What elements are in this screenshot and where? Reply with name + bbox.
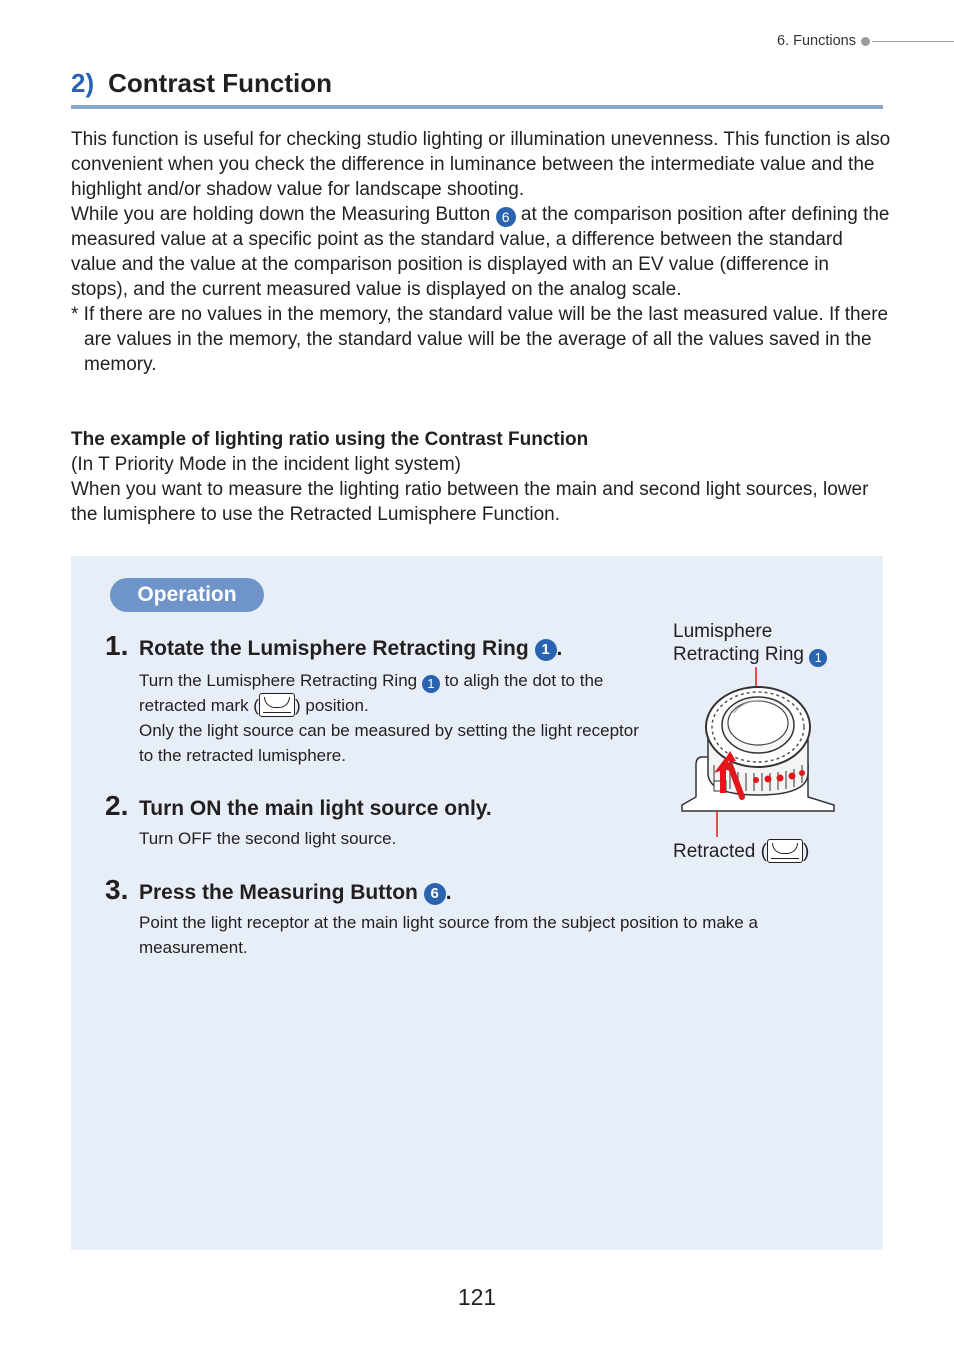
lumisphere-figure [672,620,862,870]
header-dot-icon [861,37,870,46]
figure-label-bottom-before: Retracted ( [673,841,767,862]
section-number: 2) [71,68,95,98]
step-1-title [139,637,562,661]
intro-text [71,127,891,377]
intro-paragraph-2 [71,202,891,302]
figure-label-top [673,620,827,667]
step-3-description: Point the light receptor at the main light source from the subject position to make a measurement. [139,913,758,957]
step-1-desc-b: to aligh the dot to the retracted mark ( [139,671,604,715]
figure-label-top-line1: Lumisphere [673,621,773,642]
step-1-desc-c: ) position. [294,696,369,715]
header-rule [872,41,954,42]
measuring-button-badge-icon: 6 [424,883,446,905]
step-3 [105,874,845,960]
retracted-mark-icon [259,693,295,717]
step-3-number: 3. [105,874,129,905]
ring-badge-small-icon: 1 [422,675,440,693]
figure-label-bottom [673,839,809,863]
ring-badge-icon: 1 [535,639,557,661]
chapter-label: 6. Functions [777,33,856,49]
step-1 [105,630,650,768]
operation-label: Operation [110,578,264,612]
memory-note: * If there are no values in the memory, the standard value will be the last measured value. If there are values in the memory, the standard value will be the average of all the values saved in the memory. [71,304,889,375]
example-text: When you want to measure the lighting ratio between the main and second light sources, lower the lumisphere to use the Retracted Lumisphere Function. [71,479,869,525]
running-header [777,31,954,51]
step-1-number: 1. [105,630,129,661]
step-2 [105,790,650,851]
measuring-button-badge-icon: 6 [496,207,516,227]
light-meter-illustration [672,665,862,845]
section-title-text: Contrast Function [108,68,332,98]
step-3-title [139,881,452,905]
step-2-number: 2. [105,790,129,821]
ring-badge-figure-icon: 1 [809,649,827,667]
page-number: 121 [457,1284,497,1310]
step-3-title-end: . [445,881,452,904]
step-2-title: Turn ON the main light source only. [139,797,492,820]
step-1-description [139,668,650,768]
intro-paragraph-1: This function is useful for checking studio lighting or illumination unevenness. This function is also convenient when you check the difference in luminance between the intermediate value and the highlight and/or shadow value for landscape shooting. [71,129,891,200]
step-1-title-text: Rotate the Lumisphere Retracting Ring [139,637,535,660]
retracted-mark-figure-icon [767,839,803,863]
step-1-desc-a: Turn the Lumisphere Retracting Ring [139,671,422,690]
example-subheading: (In T Priority Mode in the incident light system) [71,454,462,475]
figure-label-top-line2: Retracting Ring [673,644,810,665]
example-heading: The example of lighting ratio using the Contrast Function [71,429,589,450]
step-1-title-end: . [556,637,563,660]
intro-p2-before: While you are holding down the Measuring Button [71,204,496,225]
step-3-title-text: Press the Measuring Button [139,881,424,904]
step-2-description: Turn OFF the second light source. [139,829,397,848]
section-title [71,68,883,109]
step-1-desc-d: Only the light source can be measured by setting the light receptor to the retracted lumisphere. [139,721,639,765]
intro-p2-after: at the comparison position after defining the measured value at a specific point as the standard value, a difference between the standard value and the value at the comparison position is displayed with an EV value (difference in stops), and the current measured value is displayed on the analog scale. [71,204,890,300]
example-block [71,427,891,527]
figure-label-bottom-after: ) [802,841,810,862]
